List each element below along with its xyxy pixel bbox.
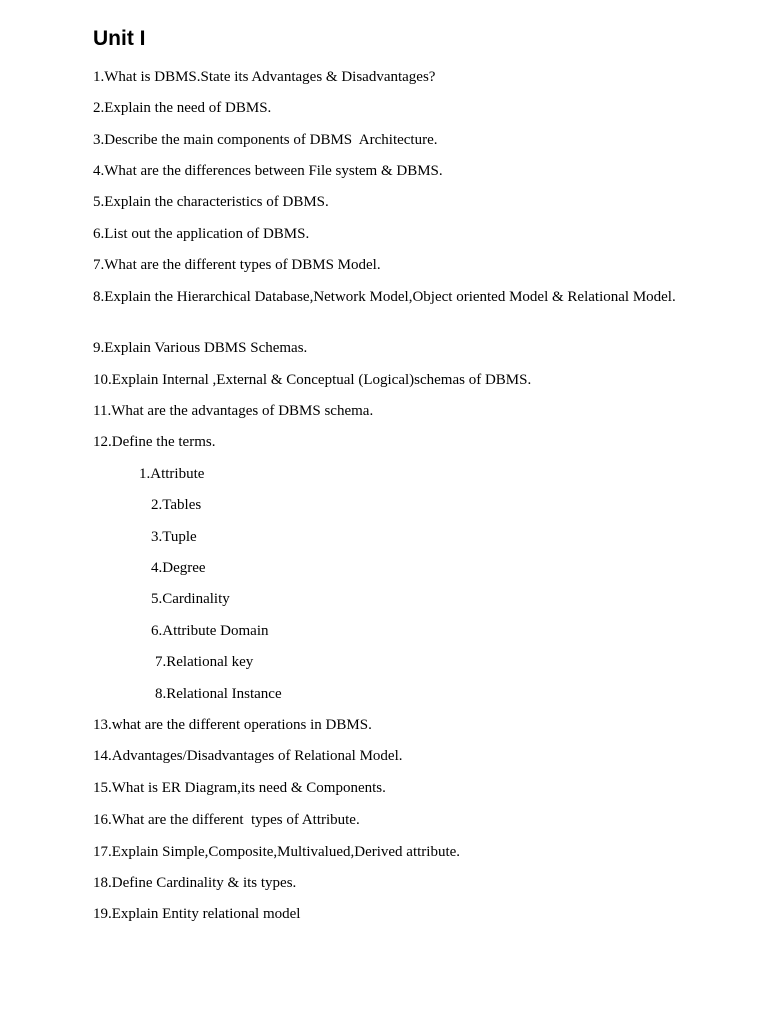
question-10: 10.Explain Internal ,External & Conceptual (Logical)schemas of DBMS.	[93, 372, 532, 388]
term-4: 4.Degree	[151, 560, 206, 576]
question-11: 11.What are the advantages of DBMS schema.	[93, 403, 374, 419]
question-13: 13.what are the different operations in DBMS.	[93, 717, 372, 733]
question-9: 9.Explain Various DBMS Schemas.	[93, 340, 308, 356]
question-19: 19.Explain Entity relational model	[93, 906, 301, 922]
term-7: 7.Relational key	[155, 654, 254, 670]
page-title: Unit I	[93, 27, 146, 50]
question-4: 4.What are the differences between File system & DBMS.	[93, 163, 443, 179]
question-15: 15.What is ER Diagram,its need & Components.	[93, 780, 386, 796]
question-17: 17.Explain Simple,Composite,Multivalued,Derived attribute.	[93, 844, 461, 860]
question-7: 7.What are the different types of DBMS Model.	[93, 257, 381, 273]
question-12: 12.Define the terms.	[93, 434, 216, 450]
question-6: 6.List out the application of DBMS.	[93, 226, 310, 242]
question-8: 8.Explain the Hierarchical Database,Network Model,Object oriented Model & Relational Model.	[93, 289, 676, 305]
question-1: 1.What is DBMS.State its Advantages & Disadvantages?	[93, 69, 436, 85]
question-16: 16.What are the different types of Attribute.	[93, 812, 360, 828]
question-18: 18.Define Cardinality & its types.	[93, 875, 297, 891]
term-1: 1.Attribute	[139, 466, 205, 482]
term-3: 3.Tuple	[151, 529, 197, 545]
term-2: 2.Tables	[151, 497, 202, 513]
document-page	[93, 0, 713, 1024]
question-2: 2.Explain the need of DBMS.	[93, 100, 272, 116]
question-14: 14.Advantages/Disadvantages of Relational Model.	[93, 748, 403, 764]
question-5: 5.Explain the characteristics of DBMS.	[93, 194, 329, 210]
term-8: 8.Relational Instance	[155, 686, 282, 702]
question-3: 3.Describe the main components of DBMS Architecture.	[93, 132, 438, 148]
term-5: 5.Cardinality	[151, 591, 230, 607]
term-6: 6.Attribute Domain	[151, 623, 269, 639]
